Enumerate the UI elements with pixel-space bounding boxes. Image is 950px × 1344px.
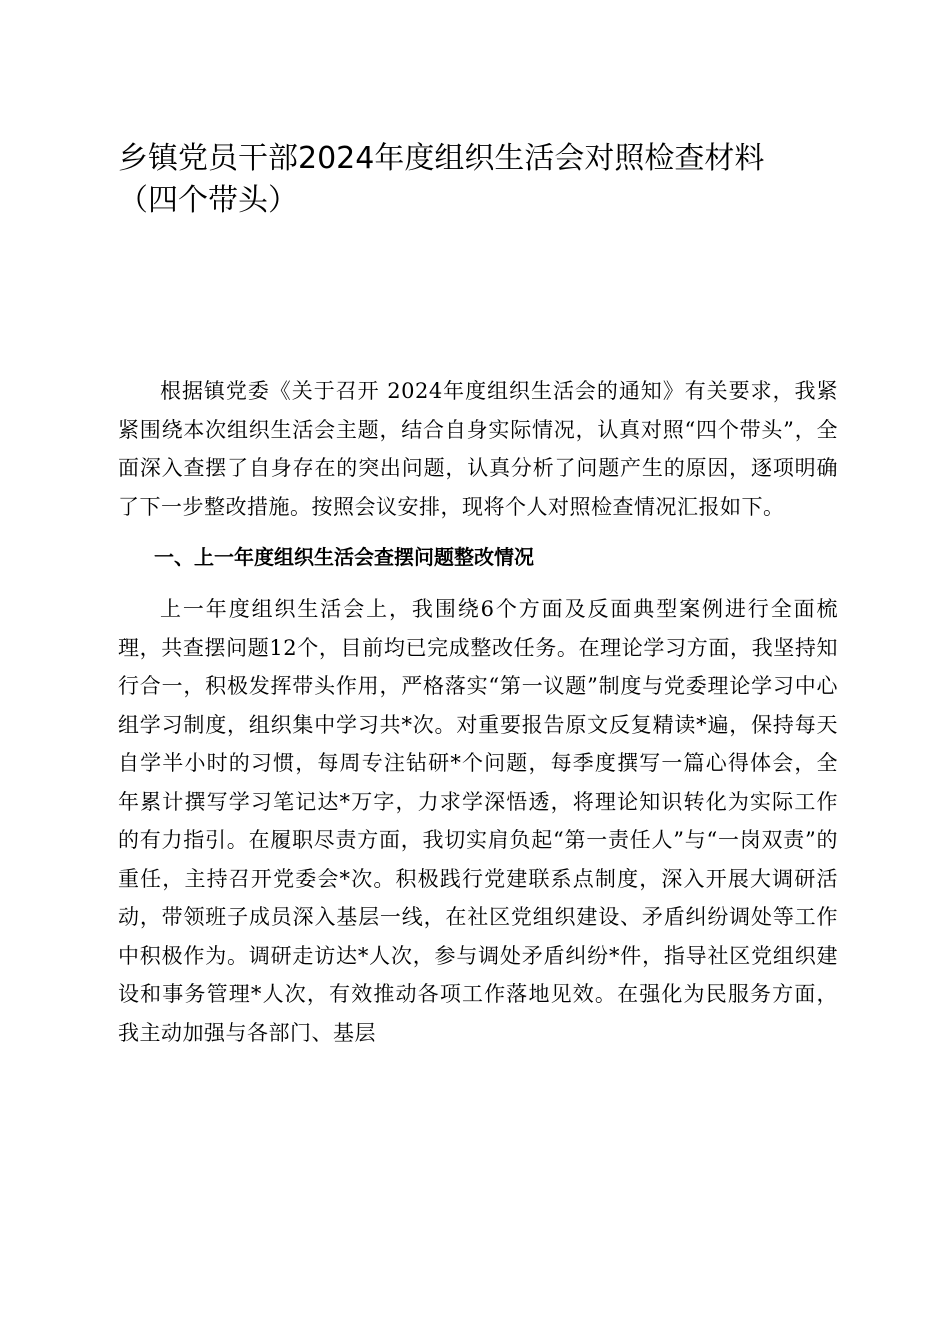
title-line-1: 乡镇党员干部2024年度组织生活会对照检查材料 bbox=[118, 141, 765, 176]
title-line-2: （四个带头） bbox=[118, 183, 298, 218]
document-title bbox=[118, 138, 838, 222]
section-heading-1: 一、上一年度组织生活会查摆问题整改情况 bbox=[154, 545, 534, 569]
intro-paragraph: 根据镇党委《关于召开 2024年度组织生活会的通知》有关要求，我紧紧围绕本次组织生活会主题，结合自身实际情况，认真对照“四个带头”，全面深入查摆了自身存在的突出问题，认真分析了问题产生的原因，逐项明确了下一步整改措施。按照会议安排，现将个人对照检查情况汇报如下。 bbox=[118, 379, 838, 519]
section-1-paragraph: 上一年度组织生活会上，我围绕6个方面及反面典型案例进行全面梳理，共查摆问题12个，目前均已完成整改任务。在理论学习方面，我坚持知行合一，积极发挥带头作用，严格落实“第一议题”制度与党委理论学习中心组学习制度，组织集中学习共*次。对重要报告原文反复精读*遍，保持每天自学半小时的习惯，每周专注钻研*个问题，每季度撰写一篇心得体会，全年累计撰写学习笔记达*万字，力求学深悟透，将理论知识转化为实际工作的有力指引。在履职尽责方面，我切实肩负起“第一责任人”与“一岗双责”的重任，主持召开党委会*次。积极践行党建联系点制度，深入开展大调研活动，带领班子成员深入基层一线，在社区党组织建设、矛盾纠纷调处等工作中积极作为。调研走访达*人次，参与调处矛盾纠纷*件，指导社区党组织建设和事务管理*人次，有效推动各项工作落地见效。在强化为民服务方面，我主动加强与各部门、基层 bbox=[118, 597, 838, 1045]
document-body bbox=[118, 372, 838, 1052]
